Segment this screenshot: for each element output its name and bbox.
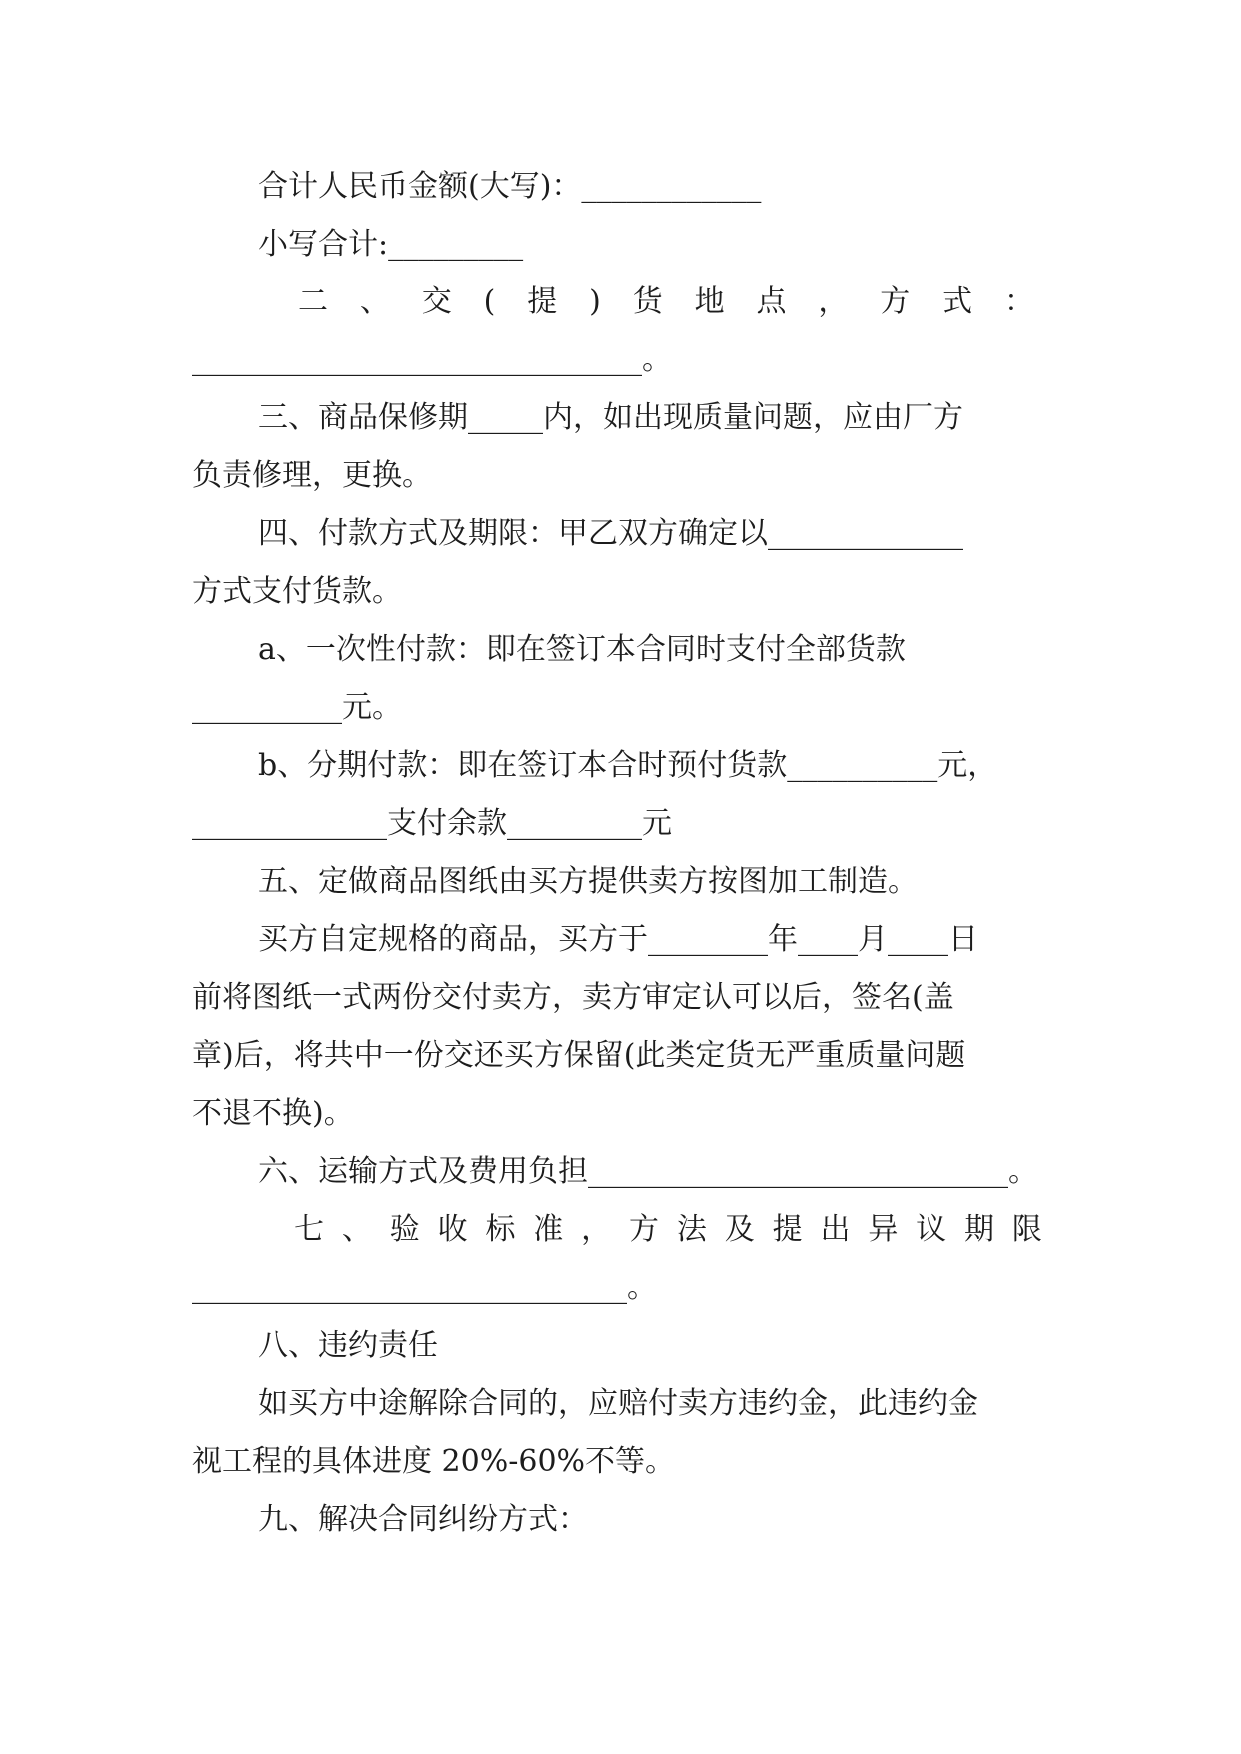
char: 法 xyxy=(676,1212,707,1247)
text-line: 八、违约责任 xyxy=(258,1328,438,1363)
text-line-spaced xyxy=(298,280,1034,324)
char: 货 xyxy=(632,284,663,319)
text-line: 小写合计:_________ xyxy=(258,227,524,262)
char: 及 xyxy=(724,1212,755,1247)
char: ) xyxy=(589,284,601,319)
text-line: 六、运输方式及费用负担____________________________。 xyxy=(258,1154,1038,1189)
text-line: 负责修理，更换。 xyxy=(192,458,432,493)
text-line: 四、付款方式及期限：甲乙双方确定以_____________ xyxy=(258,516,963,551)
char: ( xyxy=(483,284,496,319)
text-line: __________元。 xyxy=(192,690,402,725)
char: 点 xyxy=(756,284,787,319)
text-line: 章)后，将共中一份交还买方保留(此类定货无严重质量问题 xyxy=(192,1038,966,1073)
char: 交 xyxy=(421,284,452,319)
char: 、 xyxy=(359,284,390,319)
char: 二 xyxy=(298,284,328,319)
char: 方 xyxy=(629,1212,660,1247)
text-line: 前将图纸一式两份交付卖方，卖方审定认可以后，签名(盖 xyxy=(192,980,954,1015)
text-line: 三、商品保修期_____内，如出现质量问题，应由厂方 xyxy=(258,400,963,435)
text-line: 视工程的具体进度 20%-60%不等。 xyxy=(192,1444,676,1479)
char: 地 xyxy=(694,284,725,319)
text-line: 如买方中途解除合同的，应赔付卖方违约金，此违约金 xyxy=(258,1386,978,1421)
text-line: 不退不换)。 xyxy=(192,1096,354,1131)
text-line: b、分期付款：即在签订本合时预付货款__________元， xyxy=(258,748,998,783)
char: 提 xyxy=(772,1212,803,1247)
text-line: 买方自定规格的商品，买方于________年____月____日 xyxy=(258,922,978,957)
char: 议 xyxy=(916,1212,947,1247)
char: 收 xyxy=(437,1212,468,1247)
text-line: 合计人民币金额(大写)：____________ xyxy=(258,169,762,204)
char: ： xyxy=(1003,284,1034,319)
char: 限 xyxy=(1011,1212,1042,1247)
text-line: _____________支付余款_________元 xyxy=(192,806,672,841)
char: 提 xyxy=(527,284,558,319)
char: 七 xyxy=(294,1212,324,1247)
text-line-spaced xyxy=(294,1208,1042,1252)
char: ， xyxy=(818,284,849,319)
char: 式 xyxy=(942,284,973,319)
text-line: 五、定做商品图纸由买方提供卖方按图加工制造。 xyxy=(258,864,918,899)
text-line: _____________________________。 xyxy=(192,1270,657,1305)
char: 方 xyxy=(880,284,911,319)
char: 标 xyxy=(485,1212,516,1247)
text-line: a、一次性付款：即在签订本合同时支付全部货款 xyxy=(258,632,906,667)
char: 验 xyxy=(389,1212,420,1247)
char: 期 xyxy=(964,1212,995,1247)
text-line: 方式支付货款。 xyxy=(192,574,402,609)
text-line: 九、解决合同纠纷方式： xyxy=(258,1502,588,1537)
char: ， xyxy=(581,1212,612,1247)
char: 异 xyxy=(868,1212,899,1247)
char: 出 xyxy=(820,1212,851,1247)
char: 准 xyxy=(533,1212,564,1247)
char: 、 xyxy=(341,1212,372,1247)
text-line: ______________________________。 xyxy=(192,342,672,377)
